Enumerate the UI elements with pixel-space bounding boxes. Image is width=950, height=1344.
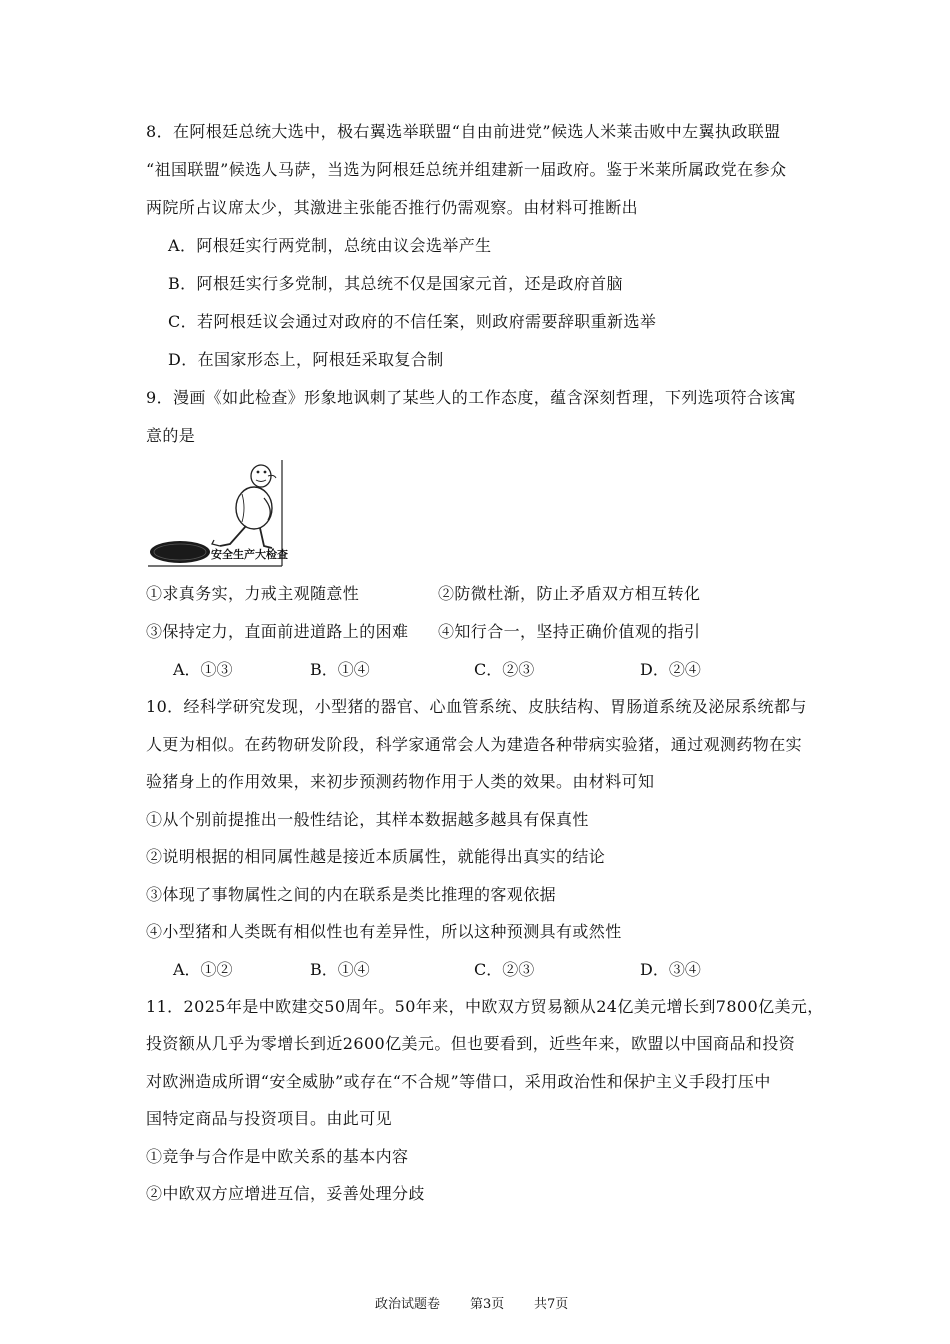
q8-option-d: D．在国家形态上，阿根廷采取复合制 xyxy=(168,350,444,369)
inspection-cartoon xyxy=(146,458,286,568)
q11-stem-line-1: 11．2025年是中欧建交50周年。50年来，中欧双方贸易额从24亿美元增长到7800亿美元， xyxy=(146,997,824,1016)
q10-stem-line-2: 人更为相似。在药物研发阶段，科学家通常会人为建造各种带病实验猪，通过观测药物在实 xyxy=(146,735,803,754)
q10-item-4: ④小型猪和人类既有相似性也有差异性，所以这种预测具有或然性 xyxy=(146,922,622,941)
page-footer xyxy=(0,1295,950,1315)
q10-item-2: ②说明根据的相同属性越是接近本质属性，就能得出真实的结论 xyxy=(146,847,606,866)
q11-stem-line-4: 国特定商品与投资项目。由此可见 xyxy=(146,1109,393,1128)
q10-choice-a: A．①② xyxy=(173,960,233,979)
q9-item-3: ③保持定力，直面前进道路上的困难 xyxy=(146,622,409,641)
q8-stem-line-2: “祖国联盟”候选人马萨，当选为阿根廷总统并组建新一届政府。鉴于米莱所属政党在参众 xyxy=(146,160,787,179)
q9-choice-a: A．①③ xyxy=(173,660,233,679)
q10-choice-row xyxy=(0,960,950,980)
q9-item-1: ①求真务实，力戒主观随意性 xyxy=(146,584,360,603)
q9-choice-d: D．②④ xyxy=(640,660,701,679)
q10-item-3: ③体现了事物属性之间的内在联系是类比推理的客观依据 xyxy=(146,885,557,904)
q9-item-4: ④知行合一，坚持正确价值观的指引 xyxy=(438,622,701,641)
q8-stem-line-1: 8．在阿根廷总统大选中，极右翼选举联盟“自由前进党”候选人米莱击败中左翼执政联盟 xyxy=(146,122,781,141)
q8-option-b: B．阿根廷实行多党制，其总统不仅是国家元首，还是政府首脑 xyxy=(168,274,623,293)
q11-stem-line-3: 对欧洲造成所谓“安全威胁”或存在“不合规”等借口，采用政治性和保护主义手段打压中 xyxy=(146,1072,771,1091)
q8-option-a: A．阿根廷实行两党制，总统由议会选举产生 xyxy=(168,236,492,255)
footer-total-pages: 共7页 xyxy=(534,1297,569,1312)
q9-stem-line-2: 意的是 xyxy=(146,426,196,445)
q9-stem-line-1: 9．漫画《如此检查》形象地讽刺了某些人的工作态度，蕴含深刻哲理，下列选项符合该寓 xyxy=(146,388,797,407)
q10-item-1: ①从个别前提推出一般性结论，其样本数据越多越具有保真性 xyxy=(146,810,589,829)
q10-choice-d: D．③④ xyxy=(640,960,701,979)
footer-page-number: 第3页 xyxy=(470,1297,505,1312)
q10-choice-b: B．①④ xyxy=(310,960,370,979)
q10-stem-line-1: 10．经科学研究发现，小型猪的器官、心血管系统、皮肤结构、胃肠道系统及泌尿系统都与 xyxy=(146,697,807,716)
q10-stem-line-3: 验猪身上的作用效果，来初步预测药物作用于人类的效果。由材料可知 xyxy=(146,772,655,791)
cartoon-caption: 安全生产大检查 xyxy=(211,548,288,561)
q8-option-c: C．若阿根廷议会通过对政府的不信任案，则政府需要辞职重新选举 xyxy=(168,312,657,331)
q10-choice-c: C．②③ xyxy=(474,960,535,979)
q11-item-2: ②中欧双方应增进互信，妥善处理分歧 xyxy=(146,1184,425,1203)
footer-subject: 政治试题卷 xyxy=(375,1297,441,1312)
q9-choice-row xyxy=(0,660,950,680)
q11-stem-line-2: 投资额从几乎为零增长到近2600亿美元。但也要看到，近些年来，欧盟以中国商品和投资 xyxy=(146,1034,796,1053)
q9-item-2: ②防微杜渐，防止矛盾双方相互转化 xyxy=(438,584,701,603)
q9-choice-c: C．②③ xyxy=(474,660,535,679)
q8-stem-line-3: 两院所占议席太少，其激进主张能否推行仍需观察。由材料可推断出 xyxy=(146,198,639,217)
q11-item-1: ①竞争与合作是中欧关系的基本内容 xyxy=(146,1147,409,1166)
q9-choice-b: B．①④ xyxy=(310,660,370,679)
